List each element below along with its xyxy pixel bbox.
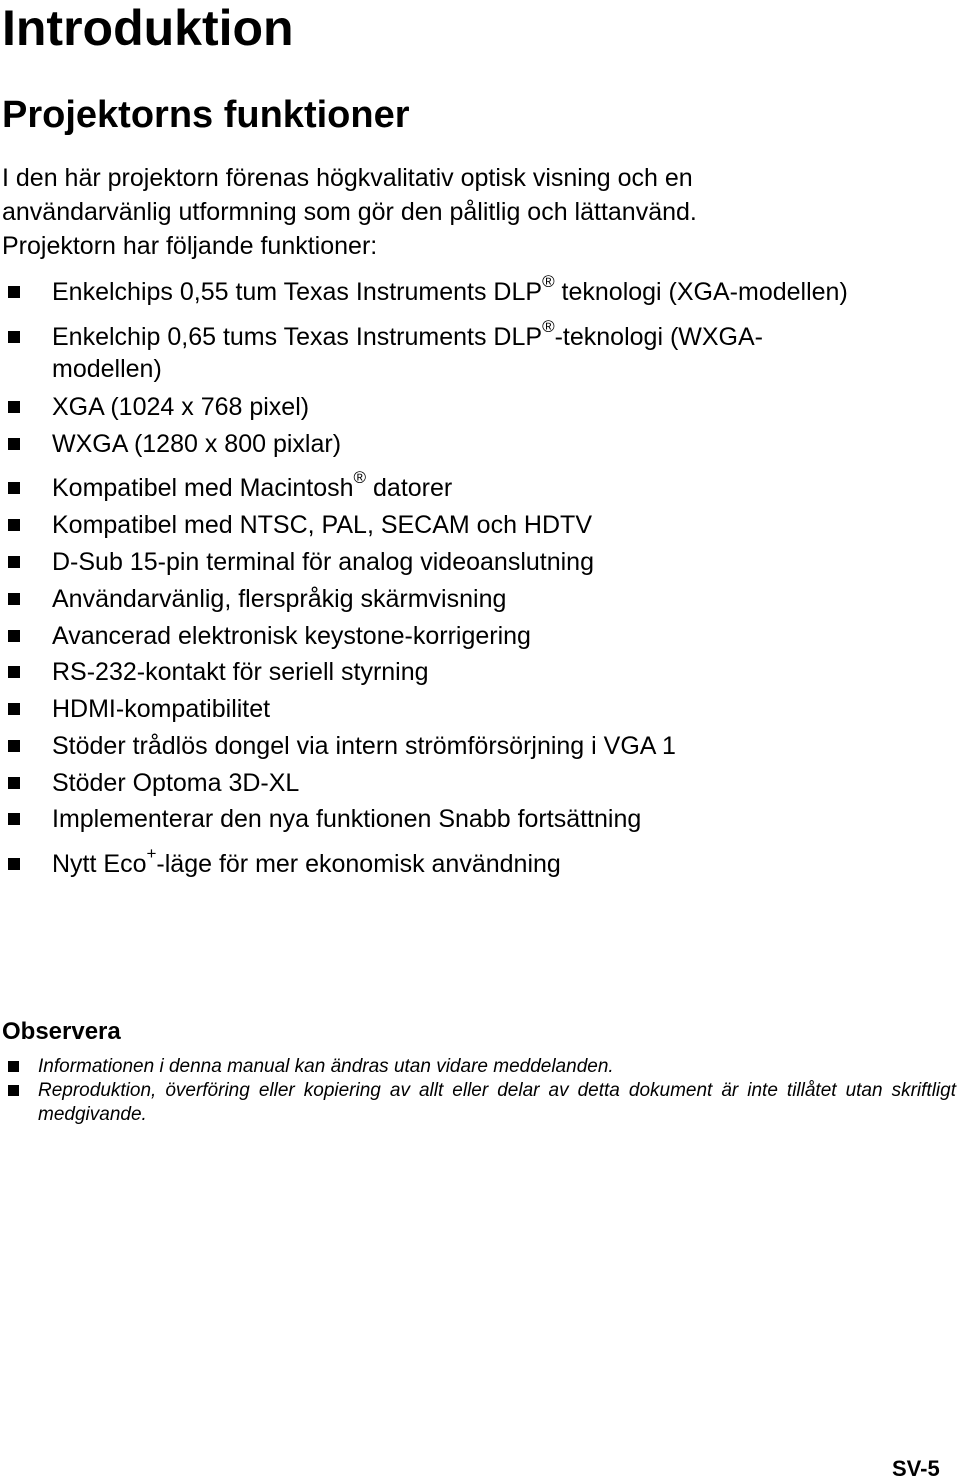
square-bullet-icon: [8, 1061, 19, 1072]
feature-text-main: XGA (1024 x 768 pixel): [52, 393, 310, 421]
feature-text-main: RS-232-kontakt för seriell styrning: [52, 658, 429, 686]
feature-text: [52, 546, 594, 578]
page-number: SV-5: [892, 1456, 940, 1481]
page-title: Introduktion: [2, 0, 294, 56]
feature-text: [52, 391, 309, 423]
feature-text-main: Kompatibel med Macintosh: [52, 474, 354, 502]
feature-text-main: D-Sub 15-pin terminal för analog videoanslutning: [52, 548, 594, 576]
intro-line: I den här projektorn förenas högkvalitativ optisk visning och en: [2, 164, 693, 192]
feature-text: [52, 509, 592, 541]
square-bullet-icon: [8, 482, 20, 494]
feature-text-main: WXGA (1280 x 800 pixlar): [52, 430, 342, 458]
feature-text: [52, 693, 270, 725]
feature-superscript: +: [146, 843, 157, 863]
feature-superscript: ®: [353, 467, 367, 487]
intro-line: Projektorn har följande funktioner:: [2, 232, 378, 260]
feature-text-main: Enkelchip 0,65 tums Texas Instruments DLP: [52, 323, 543, 351]
feature-text-main: Avancerad elektronisk keystone-korrigering: [52, 622, 531, 650]
square-bullet-icon: [8, 331, 20, 343]
feature-text: [52, 767, 299, 799]
feature-text-main: Stöder Optoma 3D-XL: [52, 769, 300, 797]
intro-line: användarvänlig utformning som gör den pålitlig och lättanvänd.: [2, 198, 697, 226]
square-bullet-icon: [8, 1085, 19, 1096]
feature-text-main: Användarvänlig, flerspråkig skärmvisning: [52, 585, 507, 613]
square-bullet-icon: [8, 401, 20, 413]
feature-text-main: Enkelchips 0,55 tum Texas Instruments DLP: [52, 278, 543, 306]
feature-superscript: ®: [542, 316, 555, 336]
square-bullet-icon: [8, 286, 20, 298]
note-text: Informationen i denna manual kan ändras utan vidare meddelanden.: [38, 1056, 614, 1077]
square-bullet-icon: [8, 593, 20, 605]
feature-text-main: Kompatibel med NTSC, PAL, SECAM och HDTV: [52, 511, 592, 539]
feature-text-continuation: modellen): [52, 355, 162, 383]
note-text: Reproduktion, överföring eller kopiering av allt eller delar av detta dokument är inte tillåtet utan skriftligt medgivande.: [38, 1080, 956, 1125]
feature-text-main: Implementerar den nya funktionen Snabb fortsättning: [52, 805, 642, 833]
square-bullet-icon: [8, 438, 20, 450]
square-bullet-icon: [8, 630, 20, 642]
feature-text: [52, 730, 676, 762]
feature-text-main: Stöder trådlös dongel via intern strömförsörjning i VGA 1: [52, 732, 676, 760]
feature-text: [52, 803, 641, 835]
square-bullet-icon: [8, 740, 20, 752]
feature-text: [52, 620, 531, 652]
feature-text: [52, 428, 341, 460]
feature-text: [52, 656, 429, 688]
feature-text-suffix: -teknologi (WXGA-: [554, 323, 763, 351]
square-bullet-icon: [8, 858, 20, 870]
feature-text: [52, 843, 561, 880]
feature-text-main: Nytt Eco: [52, 850, 147, 878]
feature-text-suffix: teknologi (XGA-modellen): [554, 278, 848, 306]
square-bullet-icon: [8, 556, 20, 568]
feature-text-suffix: datorer: [366, 474, 453, 502]
square-bullet-icon: [8, 519, 20, 531]
feature-text: [52, 467, 453, 504]
feature-text: [52, 583, 506, 615]
feature-text: [52, 316, 763, 385]
square-bullet-icon: [8, 703, 20, 715]
feature-text-main: HDMI-kompatibilitet: [52, 695, 271, 723]
feature-superscript: ®: [542, 271, 555, 291]
feature-text: [52, 271, 848, 308]
square-bullet-icon: [8, 777, 20, 789]
square-bullet-icon: [8, 666, 20, 678]
section-heading: Projektorns funktioner: [2, 94, 410, 136]
note-heading: Observera: [2, 1018, 121, 1045]
feature-text-suffix: -läge för mer ekonomisk användning: [156, 850, 561, 878]
square-bullet-icon: [8, 813, 20, 825]
